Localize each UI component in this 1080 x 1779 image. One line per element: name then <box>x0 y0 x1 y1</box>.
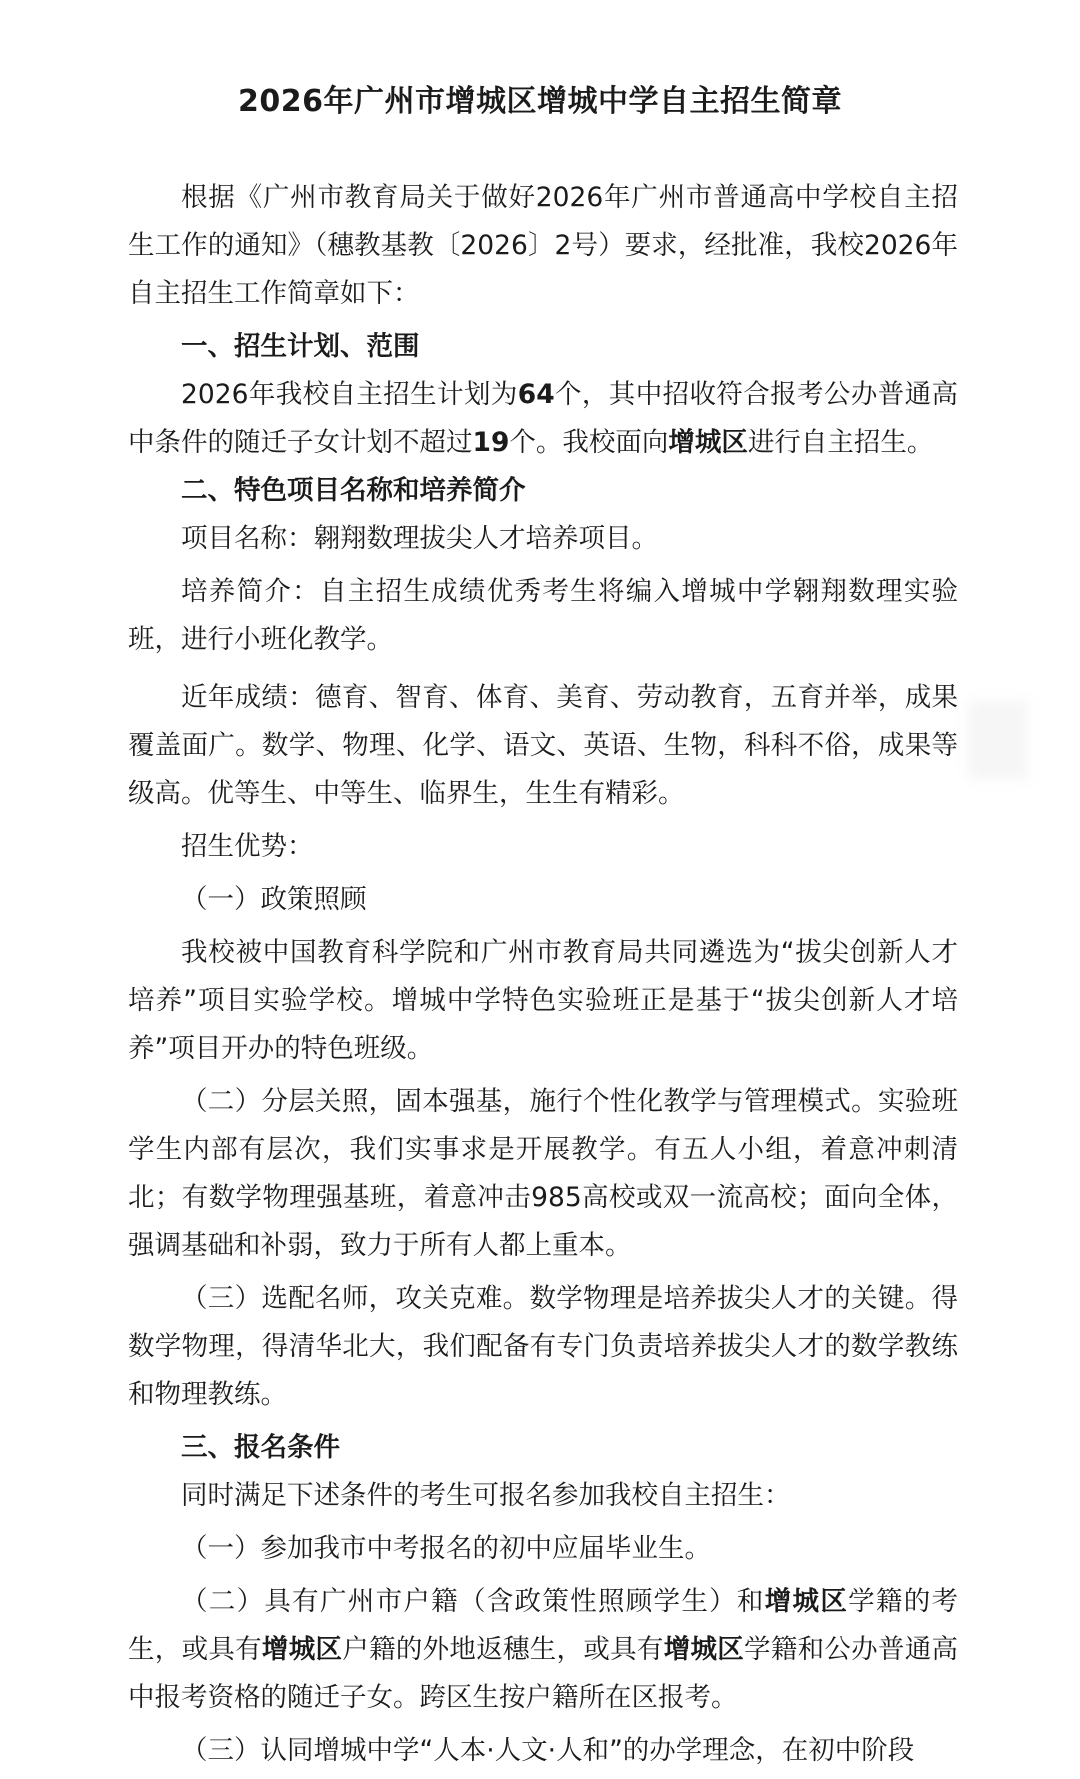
plan-paragraph <box>128 371 958 467</box>
section-heading-eligibility: 三、报名条件 <box>181 1432 340 1463</box>
document-body <box>128 174 958 1775</box>
section-heading-plan: 一、招生计划、范围 <box>181 331 420 362</box>
project-name-paragraph: 项目名称：翱翔数理拔尖人才培养项目。 <box>181 523 658 554</box>
plan-district: 增城区 <box>668 427 748 458</box>
intro-paragraph: 根据《广州市教育局关于做好2026年广州市普通高中学校自主招生工作的通知》（穗教基教〔2026〕2号）要求，经批准，我校2026年自主招生工作简章如下： <box>128 182 958 309</box>
scan-artifact <box>968 700 1028 780</box>
advantages-label: 招生优势： <box>181 831 314 862</box>
condition-1: （一）参加我市中考报名的初中应届毕业生。 <box>181 1533 711 1564</box>
training-paragraph: 培养简介：自主招生成绩优秀考生将编入增城中学翱翔数理实验班，进行小班化教学。 <box>128 576 958 655</box>
condition-2-district-1: 增城区 <box>764 1586 849 1617</box>
plan-text-c: 个，其中招收符合报考公办普通高中条件的随迁子女计划不超过 <box>128 379 958 458</box>
condition-2-text-a: （二）具有广州市户籍（含政策性照顾学生）和 <box>181 1586 765 1617</box>
plan-text-g: 进行自主招生。 <box>747 427 934 458</box>
advantage-2-paragraph: （二）分层关照，固本强基，施行个性化教学与管理模式。实验班学生内部有层次，我们实事求是开展教学。有五人小组，着意冲刺清北；有数学物理强基班，着意冲击985高校或双一流高校；面向全体，强调基础和补弱，致力于所有人都上重本。 <box>128 1086 958 1261</box>
condition-3: （三）认同增城中学“人本·人文·人和”的办学理念，在初中阶段 <box>181 1735 915 1766</box>
condition-2-text-c: 学籍的考生，或具有 <box>128 1586 959 1665</box>
plan-text-e: 个。我校面向 <box>509 427 669 458</box>
plan-quota: 64 <box>517 379 555 410</box>
condition-2-district-3: 增城区 <box>663 1634 745 1665</box>
results-paragraph: 近年成绩：德育、智育、体育、美育、劳动教育，五育并举，成果覆盖面广。数学、物理、化学、语文、英语、生物，科科不俗，成果等级高。优等生、中等生、临界生，生生有精彩。 <box>128 682 958 809</box>
document-title: 2026年广州市增城区增城中学自主招生简章 <box>238 84 842 119</box>
condition-2-district-2: 增城区 <box>261 1634 343 1665</box>
plan-migrant-quota: 19 <box>472 427 510 458</box>
condition-2 <box>128 1578 958 1722</box>
advantage-3-paragraph: （三）选配名师，攻关克难。数学物理是培养拔尖人才的关键。得数学物理，得清华北大，我们配备有专门负责培养拔尖人才的数学教练和物理教练。 <box>128 1283 958 1410</box>
plan-text-a: 2026年我校自主招生计划为 <box>181 379 518 410</box>
condition-2-text-g: 学籍和公办普通高中报考资格的随迁子女。跨区生按户籍所在区报考。 <box>128 1634 959 1713</box>
advantage-1-paragraph: 我校被中国教育科学院和广州市教育局共同遴选为“拔尖创新人才培养”项目实验学校。增城中学特色实验班正是基于“拔尖创新人才培养”项目开办的特色班级。 <box>128 937 958 1064</box>
condition-2-text-e: 户籍的外地返穗生，或具有 <box>342 1634 664 1665</box>
advantage-1-title: （一）政策照顾 <box>181 884 367 915</box>
section-heading-project: 二、特色项目名称和培养简介 <box>181 475 526 506</box>
eligibility-lead: 同时满足下述条件的考生可报名参加我校自主招生： <box>181 1480 791 1511</box>
